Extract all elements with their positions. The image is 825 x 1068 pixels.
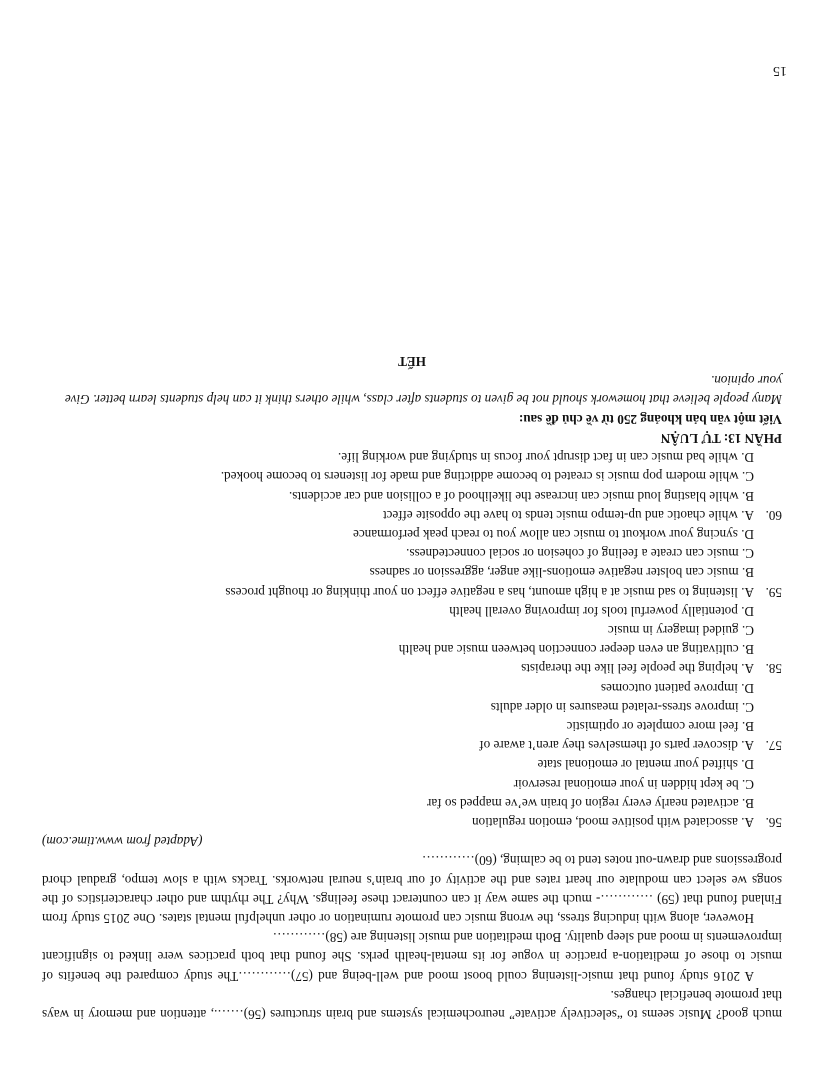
essay-task: Viết một văn bản khoảng 250 từ về chủ đề sau: [518, 411, 782, 427]
passage-paragraph-2: A 2016 study found that music-listening could boost mood and well-being and (57)…………The study compared the benefits of music to those of meditation-a practice in vogue for its mental-health perks. She found that both practices were linked to significant improvements in mood and sleep quality. Both meditation and music listening are (58)………… [42, 930, 782, 984]
essay-prompt: Many people believe that homework should not be given to students after class, while others think it can help students learn better. Give your opinion. [64, 373, 782, 408]
option-text: A. listening to sad music at a high amount, has a negative effect on your thinking or thought process [225, 584, 754, 600]
question-60 [42, 448, 782, 525]
end-mark: HẾT [398, 354, 426, 370]
passage-source: (Adapted from www.time.com) [42, 834, 203, 850]
question-option: D. improve patient outcomes [600, 680, 754, 696]
question-option: D. potentially powerful tools for improving overall health [449, 603, 754, 619]
question-option: C. improve stress-related measures in older adults [490, 699, 754, 715]
section-title: PHẦN 13: TỰ LUẬN [660, 430, 782, 446]
question-option: D. shifted your mental or emotional state [537, 757, 754, 773]
passage-paragraph-3: However, along with inducing stress, the wrong music can promote rumination or other unhelpful mental states. One 2015 study from Finland found that (59) …………- much the same way it can counteract these feelings. Why? The rhythm and other characteristics of the songs we select can modulate our heart rates and the activity of our brain’s neural networks. Tracks with a slow tempo, gradual chord progressions and drawn-out notes tend to be calming, (60)………… [42, 853, 782, 926]
question-option: B. music can bolster negative emotions-like anger, aggression or sadness [369, 565, 754, 581]
question-option: B. activated nearly every region of brain we’ve mapped so far [427, 795, 754, 811]
question-option [42, 506, 782, 525]
option-text: A. helping the people feel like the therapists [521, 661, 754, 677]
question-number: 57. [765, 738, 782, 754]
passage-intro: much good? Music seems to “selectively activate” neurochemical systems and brain structures (56)……., attention and memory in ways that promote beneficial changes. [42, 987, 782, 1022]
option-text: A. discover parts of themselves they aren’t aware of [479, 738, 754, 754]
question-number: 59. [765, 584, 782, 600]
question-option: B. cultivating an even deeper connection between music and health [398, 642, 754, 658]
question-option [42, 659, 782, 678]
question-option [42, 582, 782, 601]
question-option: B. feel more complete or optimistic [566, 718, 754, 734]
question-option: B. while blasting loud music can increase the likelihood of a collision and car accidents. [288, 488, 754, 504]
question-57 [42, 678, 782, 755]
question-56 [42, 755, 782, 832]
page-number: 15 [773, 63, 787, 78]
question-option: C. guided imagery in music [607, 622, 754, 638]
option-text: A. associated with positive mood, emotion regulation [471, 814, 754, 830]
question-number: 60. [765, 507, 782, 523]
question-option: D. syncing your workout to music can allow you to reach peak performance [353, 526, 754, 542]
question-option: C. music can create a feeling of cohesion or social connectedness. [406, 546, 754, 562]
question-58 [42, 602, 782, 679]
question-option: C. be kept hidden in your emotional reservoir [513, 776, 754, 792]
option-text: A. while chaotic and up-tempo music tends to have the opposite effect [382, 507, 754, 523]
question-number: 58. [765, 661, 782, 677]
question-number: 56. [765, 814, 782, 830]
question-59 [42, 525, 782, 602]
question-option: C. while modern pop music is created to become addicting and made for listeners to become hooked. [220, 469, 754, 485]
page-content [42, 352, 782, 1024]
question-option: D. while bad music can in fact disrupt your focus in studying and working life. [337, 450, 754, 466]
question-option [42, 736, 782, 755]
question-option [42, 813, 782, 832]
